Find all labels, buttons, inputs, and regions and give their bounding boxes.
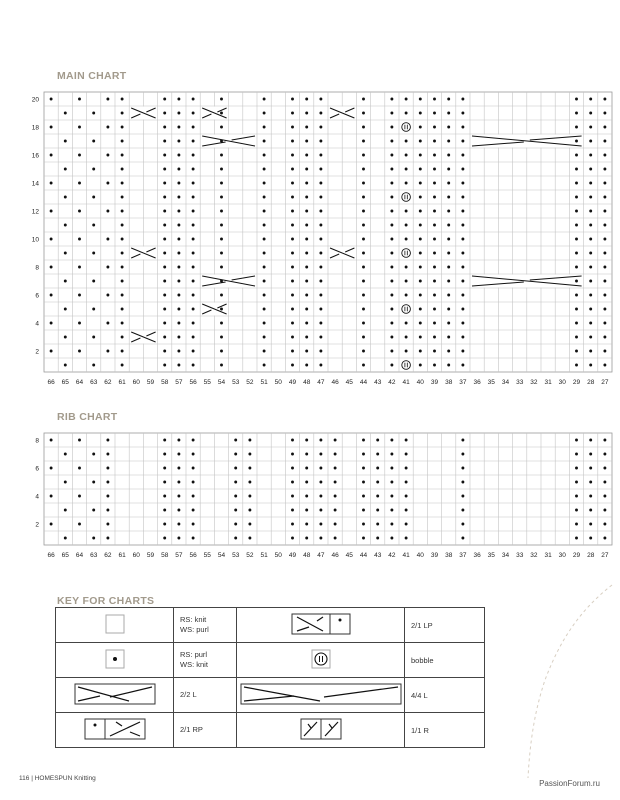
publication-name: HOMESPUN Knitting [34, 775, 96, 782]
stitch-number: 44 [359, 379, 368, 386]
row-label: 8 [35, 264, 39, 272]
main-chart-title: MAIN CHART [57, 70, 127, 82]
row-label: 18 [31, 124, 39, 132]
stitch-number: 40 [416, 552, 424, 559]
stitch-number: 56 [189, 379, 197, 386]
stitch-number: 50 [274, 379, 282, 386]
row-label: 6 [35, 292, 39, 300]
stitch-number: 30 [558, 379, 566, 386]
row-label: 4 [35, 320, 39, 328]
stitch-number: 62 [104, 552, 112, 559]
stitch-number: 54 [217, 379, 226, 386]
stitch-number: 55 [203, 379, 211, 386]
row-label: 20 [31, 96, 39, 104]
purl-label: RS: purl WS: knit [174, 643, 237, 678]
row-label: 14 [31, 180, 39, 188]
stitch-number: 51 [260, 552, 268, 559]
stitch-number: 28 [587, 552, 595, 559]
stitch-number: 53 [232, 379, 240, 386]
stitch-number: 66 [47, 552, 55, 559]
stitch-number: 37 [459, 552, 467, 559]
2-1-rp-label: 2/1 RP [174, 713, 237, 748]
stitch-number: 27 [601, 552, 609, 559]
stitch-number: 34 [501, 379, 510, 386]
stitch-number: 51 [260, 379, 268, 386]
2-1-lp-label: 2/1 LP [405, 608, 485, 643]
stitch-number: 55 [203, 552, 211, 559]
stitch-number: 40 [416, 379, 424, 386]
stitch-number: 38 [445, 379, 453, 386]
stitch-number: 59 [146, 379, 155, 386]
footer-separator: | [31, 775, 33, 782]
stitch-number: 47 [317, 379, 325, 386]
stitch-number: 62 [104, 379, 112, 386]
stitch-number: 57 [175, 379, 183, 386]
row-label: 4 [35, 493, 39, 501]
stitch-number: 52 [246, 552, 254, 559]
row-label: 2 [35, 348, 39, 356]
stitch-number: 46 [331, 552, 339, 559]
stitch-number: 43 [374, 379, 382, 386]
page-footer [19, 775, 96, 782]
stitch-number: 61 [118, 552, 126, 559]
stitch-number: 28 [587, 379, 595, 386]
stitch-number: 66 [47, 379, 55, 386]
stitch-number: 42 [388, 552, 396, 559]
page-number: 116 [19, 775, 30, 782]
stitch-number: 41 [402, 379, 410, 386]
stitch-number: 56 [189, 552, 197, 559]
stitch-number: 61 [118, 379, 126, 386]
2-2-l-label: 2/2 L [174, 678, 237, 713]
stitch-number: 60 [132, 379, 140, 386]
stitch-number: 47 [317, 552, 325, 559]
stitch-number: 48 [303, 379, 311, 386]
stitch-number: 33 [516, 379, 524, 386]
stitch-number: 63 [90, 552, 98, 559]
row-label: 2 [35, 521, 39, 529]
stitch-number: 45 [345, 552, 353, 559]
stitch-number: 65 [61, 552, 69, 559]
stitch-number: 37 [459, 379, 467, 386]
stitch-number: 63 [90, 379, 98, 386]
stitch-number: 42 [388, 379, 396, 386]
stitch-number: 41 [402, 552, 410, 559]
1-1-r-label: 1/1 R [405, 713, 485, 748]
stitch-number: 35 [487, 552, 495, 559]
row-label: 16 [31, 152, 39, 160]
stitch-number: 58 [161, 552, 169, 559]
stitch-number: 39 [430, 552, 439, 559]
4-4-l-label: 4/4 L [405, 678, 485, 713]
row-label: 12 [31, 208, 39, 216]
stitch-number: 49 [288, 379, 297, 386]
watermark: PassionForum.ru [539, 779, 600, 788]
stitch-number: 33 [516, 552, 524, 559]
stitch-number: 43 [374, 552, 382, 559]
stitch-number: 30 [558, 552, 566, 559]
stitch-number: 52 [246, 379, 254, 386]
stitch-number: 34 [501, 552, 510, 559]
stitch-number: 31 [544, 552, 552, 559]
key-title: KEY FOR CHARTS [57, 595, 155, 607]
stitch-number: 31 [544, 379, 552, 386]
stitch-number: 36 [473, 552, 481, 559]
stitch-number: 59 [146, 552, 155, 559]
row-label: 8 [35, 437, 39, 445]
stitch-number: 35 [487, 379, 495, 386]
stitch-number: 53 [232, 552, 240, 559]
stitch-number: 44 [359, 552, 368, 559]
stitch-number: 50 [274, 552, 282, 559]
stitch-number: 57 [175, 552, 183, 559]
stitch-number: 29 [572, 379, 581, 386]
stitch-number: 64 [75, 552, 84, 559]
stitch-number: 64 [75, 379, 84, 386]
stitch-number: 39 [430, 379, 439, 386]
stitch-number: 58 [161, 379, 169, 386]
stitch-number: 48 [303, 552, 311, 559]
stitch-number: 46 [331, 379, 339, 386]
stitch-number: 45 [345, 379, 353, 386]
stitch-number: 36 [473, 379, 481, 386]
stitch-number: 32 [530, 552, 538, 559]
stitch-number: 65 [61, 379, 69, 386]
stitch-number: 54 [217, 552, 226, 559]
knit-label: RS: knit WS: purl [174, 608, 237, 643]
bobble-label: bobble [405, 643, 485, 678]
stitch-number: 29 [572, 552, 581, 559]
stitch-number: 38 [445, 552, 453, 559]
rib-chart-title: RIB CHART [57, 411, 118, 423]
stitch-number: 27 [601, 379, 609, 386]
stitch-number: 49 [288, 552, 297, 559]
stitch-number: 32 [530, 379, 538, 386]
stitch-number: 60 [132, 552, 140, 559]
row-label: 6 [35, 465, 39, 473]
row-label: 10 [31, 236, 39, 244]
